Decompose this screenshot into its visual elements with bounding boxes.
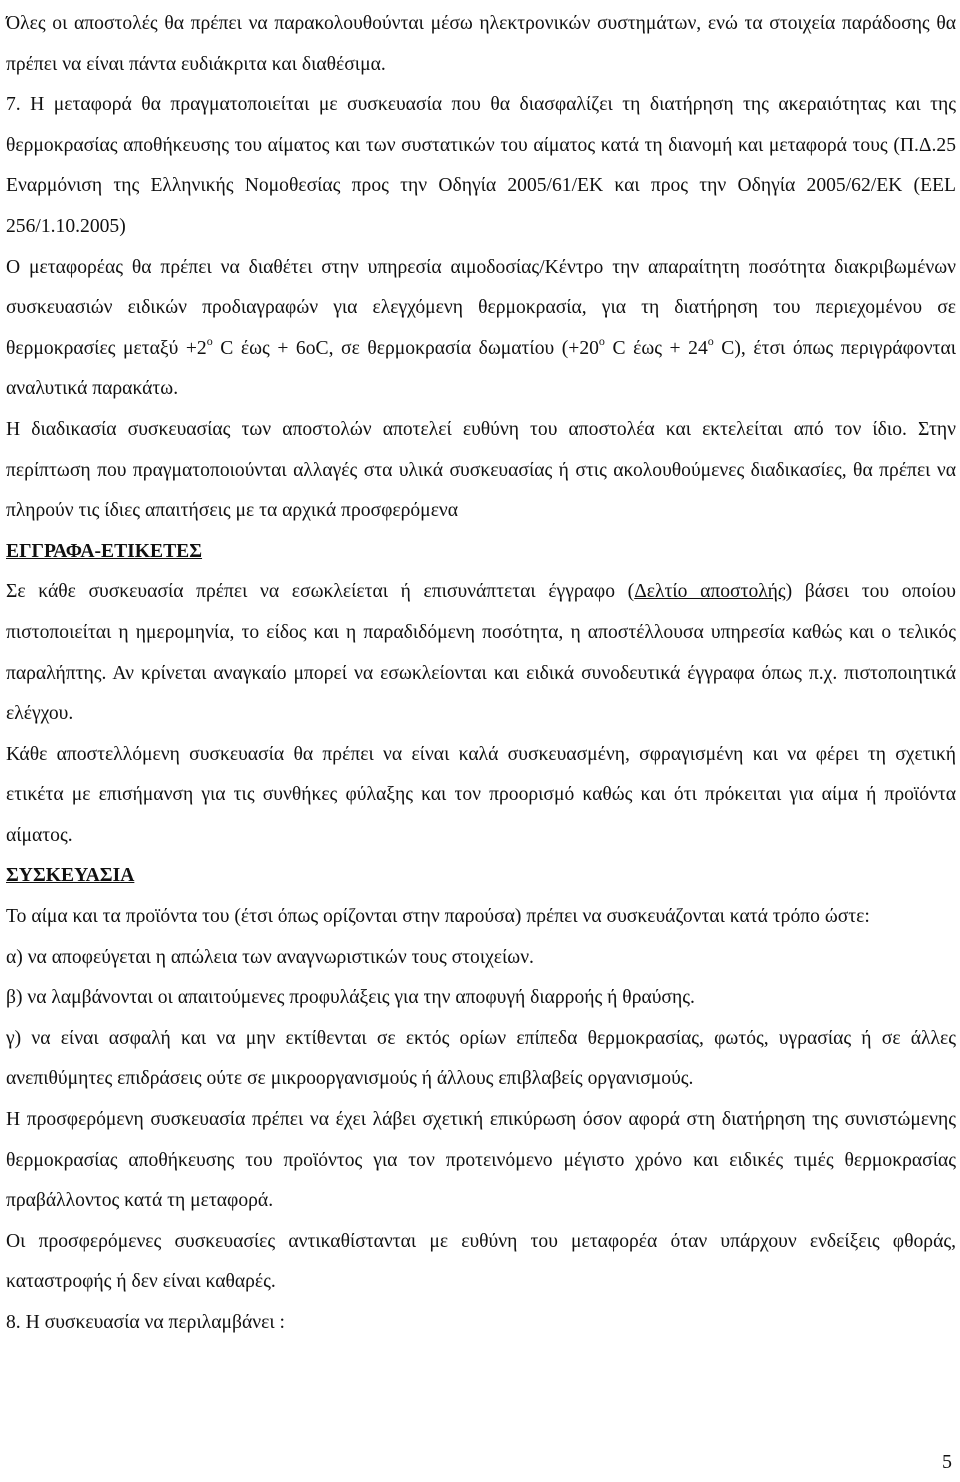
document-page — [6, 4, 956, 1344]
heading-documents-labels: ΕΓΓΡΑΦΑ-ΕΤΙΚΕΤΕΣ — [6, 540, 203, 562]
paragraph-packaging-intro: Το αίμα και τα προϊόντα του (έτσι όπως ορίζονται στην παρούσα) πρέπει να συσκευάζονται κατά τρόπο ώστε: — [6, 906, 870, 928]
paragraph-replacement: Οι προσφερόμενες συσκευασίες αντικαθίστανται με ευθύνη του μεταφορέα όταν υπάρχουν ενδείξεις φθοράς, καταστροφής ή δεν είναι καθαρές. — [6, 1230, 956, 1293]
text-span: Σε κάθε συσκευασία πρέπει να εσωκλείεται ή επισυνάπτεται έγγραφο ( — [6, 581, 635, 603]
text-span: C έως + 24 — [604, 337, 708, 359]
paragraph-item-8: 8. Η συσκευασία να περιλαμβάνει : — [6, 1312, 285, 1333]
paragraph-carrier-temperature — [6, 248, 956, 410]
paragraph-tracking: Όλες οι αποστολές θα πρέπει να παρακολουθούνται μέσω ηλεκτρονικών συστημάτων, ενώ τα στοιχεία παράδοσης θα πρέπει να είναι πάντα ευδιάκριτα και διαθέσιμα. — [6, 13, 956, 75]
text-span: C), έτσι όπως περιγράφονται αναλυτικά παρακάτω. — [6, 337, 956, 400]
text-span: ) βάσει του οποίου πιστοποιείται η ημερομηνία, το είδος και η παραδιδόμενη ποσότητα, η αποστέλλουσα υπηρεσία καθώς και ο τελικός παραλήπτης. Αν κρίνεται αναγκαίο μπορεί να εσωκλείονται και ειδικά συνοδευτικά έγγραφα όπως π.χ. πιστοποιητικά ελέγχου. — [6, 581, 956, 725]
list-item-a: α) να αποφεύγεται η απώλεια των αναγνωριστικών τους στοιχείων. — [6, 946, 534, 968]
paragraph-validation: Η προσφερόμενη συσκευασία πρέπει να έχει λάβει σχετική επικύρωση όσον αφορά στη διατήρηση της συνιστώμενης θερμοκρασίας αποθήκευσης του προϊόντος για τον προτεινόμενο μέγιστο χρόνο και ειδικές τιμές θερμοκρασίας πραβάλλοντος κατά τη μεταφορά. — [6, 1109, 956, 1212]
delivery-note-underlined: Δελτίο αποστολής — [634, 581, 786, 603]
list-item-c: γ) να είναι ασφαλή και να μην εκτίθενται σε εκτός ορίων επίπεδα θερμοκρασίας, φωτός, υγρασίας ή σε άλλες ανεπιθύμητες επιδράσεις ούτε σε μικροοργανισμούς ή άλλους επιβλαβείς οργανισμούς. — [6, 1027, 956, 1090]
page-number: 5 — [942, 1451, 952, 1473]
degree-superscript: ο — [707, 334, 714, 349]
text-span: C έως + 6οC, σε θερμοκρασία δωματίου (+20 — [212, 337, 599, 359]
list-item-b: β) να λαμβάνονται οι απαιτούμενες προφυλάξεις για την αποφυγή διαρροής ή θραύσης. — [6, 987, 695, 1009]
degree-superscript: ο — [598, 334, 605, 349]
heading-packaging: ΣΥΣΚΕΥΑΣΙΑ — [6, 865, 135, 887]
text-span: Ο μεταφορέας θα πρέπει να διαθέτει στην υπηρεσία αιμοδοσίας/Κέντρο την απαραίτητη ποσότητα διακριβωμένων συσκευασιών ειδικών προδιαγραφών για ελεγχόμενη θερμοκρασία, για τη διατήρηση του περιεχομένου σε θερμοκρασίες μεταξύ +2 — [6, 256, 956, 359]
paragraph-item-7: 7. Η μεταφορά θα πραγματοποιείται με συσκευασία που θα διασφαλίζει τη διατήρηση της ακεραιότητας και της θερμοκρασίας αποθήκευσης του αίματος και των συστατικών του αίματος κατά τη διανομή και μεταφορά τους (Π.Δ.25 Εναρμόνιση της Ελληνικής Νομοθεσίας προς την Οδηγία 2005/61/ΕΚ και προς την Οδηγία 2005/62/ΕΚ (ΕΕL 256/1.10.2005) — [6, 94, 956, 237]
paragraph-packaging-responsibility: Η διαδικασία συσκευασίας των αποστολών αποτελεί ευθύνη του αποστολέα και εκτελείται από τον ίδιο. Στην περίπτωση που πραγματοποιούνται αλλαγές στα υλικά συσκευασίας ή στις ακολουθούμενες διαδικασίες, θα πρέπει να πληρούν τις ίδιες απαιτήσεις με τα αρχικά προσφερόμενα — [6, 418, 956, 522]
paragraph-labeling: Κάθε αποστελλόμενη συσκευασία θα πρέπει να είναι καλά συσκευασμένη, σφραγισμένη και να φέρει τη σχετική ετικέτα με επισήμανση για τις συνθήκες φύλαξης και τον προορισμό καθώς και ότι πρόκειται για αίμα ή προϊόντα αίματος. — [6, 743, 956, 846]
paragraph-delivery-note — [6, 572, 956, 734]
degree-superscript: ο — [206, 334, 213, 349]
